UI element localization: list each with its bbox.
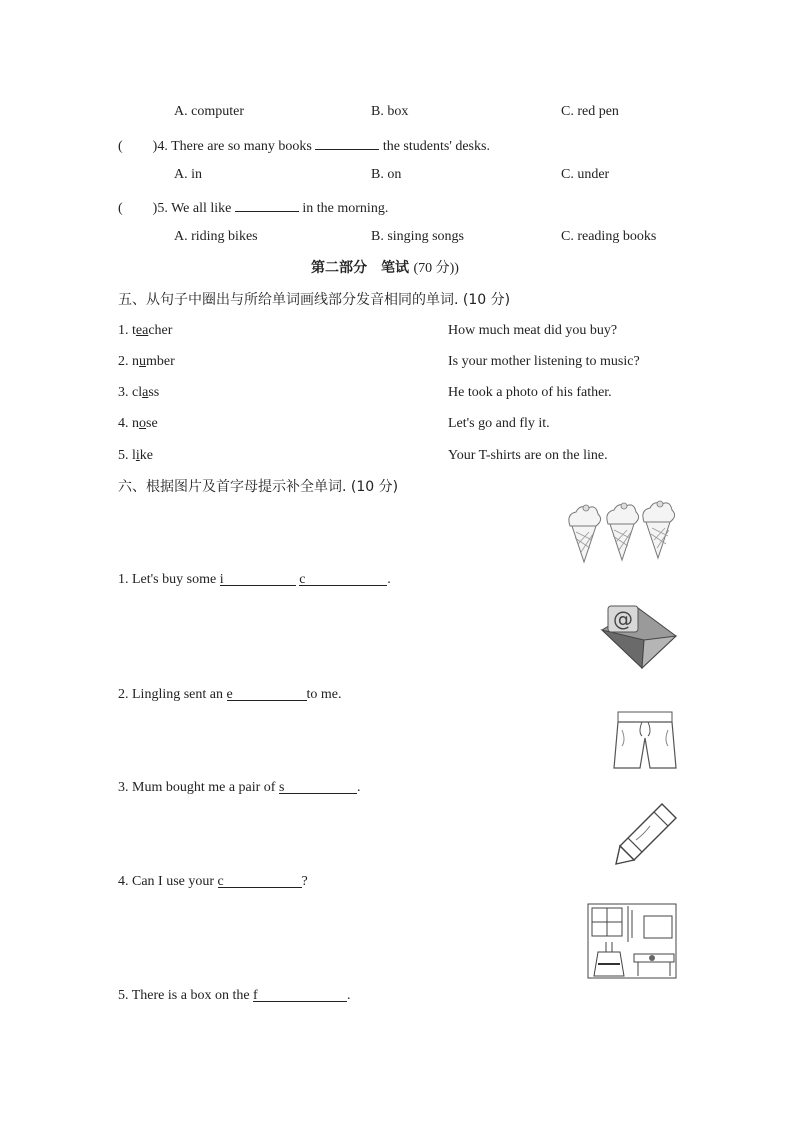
q5-answer-blank[interactable] <box>235 197 299 212</box>
q4-number: 4. <box>157 139 168 154</box>
q5-number: 5. <box>157 201 168 216</box>
s5-word-4: 4. nose <box>118 416 158 431</box>
q5-paren-open: ( <box>118 201 123 216</box>
ice-cream-icon <box>562 500 680 564</box>
section6-title: 六、根据图片及首字母提示补全单词. (10 分) <box>118 479 399 495</box>
q4-question <box>118 135 490 156</box>
q4-option-a: A. in <box>174 167 202 182</box>
s5-sentence-2[interactable]: Is your mother listening to music? <box>448 354 640 369</box>
s6-item-1: 1. Let's buy some i c . <box>118 572 391 587</box>
section5-title: 五、从句子中圈出与所给单词画线部分发音相同的单词. (10 分) <box>118 292 511 308</box>
s5-word-1: 1. teacher <box>118 323 173 338</box>
q5-option-c: C. reading books <box>561 229 657 244</box>
s5-sentence-1[interactable]: How much meat did you buy? <box>448 323 618 338</box>
part2-score: (70 分)) <box>413 261 459 276</box>
q4-text-after: the students' desks. <box>382 139 490 154</box>
q3-option-a: A. computer <box>174 104 244 119</box>
s6-blank-4[interactable]: c <box>218 873 302 888</box>
crayon-icon <box>614 802 678 866</box>
s6-item-2: 2. Lingling sent an e to me. <box>118 687 342 702</box>
q4-paren-close: ) <box>152 139 158 154</box>
part2-heading <box>311 259 459 278</box>
svg-text:@: @ <box>613 607 633 631</box>
q5-option-b: B. singing songs <box>371 229 464 244</box>
q3-option-c: C. red pen <box>561 104 619 119</box>
shorts-icon <box>612 710 678 772</box>
s5-sentence-3[interactable]: He took a photo of his father. <box>448 385 612 400</box>
s6-blank-1a[interactable]: i <box>220 571 296 586</box>
q5-question <box>118 197 388 218</box>
q5-text-before: We all like <box>171 201 232 216</box>
q5-text-after: in the morning. <box>302 201 389 216</box>
q5-option-a: A. riding bikes <box>174 229 258 244</box>
q4-option-c: C. under <box>561 167 610 182</box>
s5-word-2: 2. number <box>118 354 175 369</box>
q3-option-b: B. box <box>371 104 409 119</box>
s5-word-5: 5. like <box>118 448 153 463</box>
part2-title: 第二部分 笔试 <box>311 260 409 276</box>
email-envelope-icon <box>598 600 680 670</box>
s6-item-4: 4. Can I use your c ? <box>118 874 308 889</box>
s6-blank-5[interactable]: f <box>253 987 347 1002</box>
q4-answer-blank[interactable] <box>315 135 379 150</box>
q4-paren-open: ( <box>118 139 123 154</box>
s6-item-5: 5. There is a box on the f . <box>118 988 351 1003</box>
q4-option-b: B. on <box>371 167 402 182</box>
q4-text-before: There are so many books <box>171 139 312 154</box>
s6-item-3: 3. Mum bought me a pair of s . <box>118 780 361 795</box>
s6-blank-3[interactable]: s <box>279 779 357 794</box>
s5-sentence-5[interactable]: Your T-shirts are on the line. <box>448 448 608 463</box>
s5-word-3: 3. class <box>118 385 160 400</box>
s5-sentence-4[interactable]: Let's go and fly it. <box>448 416 550 431</box>
room-icon <box>584 902 680 980</box>
s6-blank-1b[interactable]: c <box>299 571 387 586</box>
q5-paren-close: ) <box>152 201 158 216</box>
s6-blank-2[interactable]: e <box>227 686 307 701</box>
